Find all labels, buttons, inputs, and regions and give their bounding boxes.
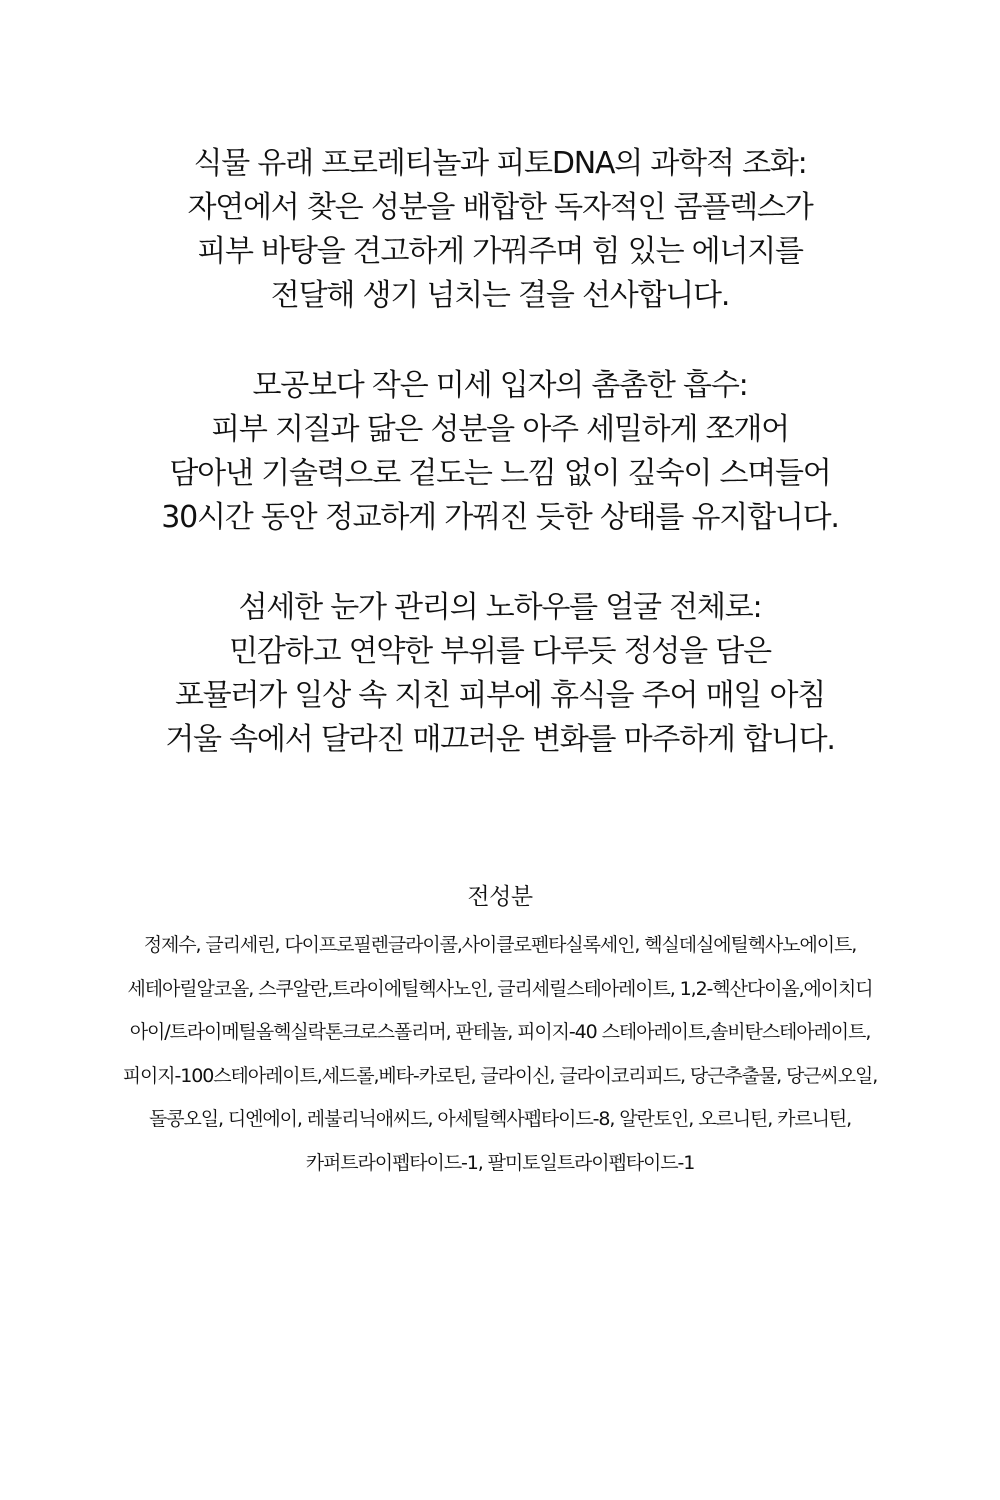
description-line: 모공보다 작은 미세 입자의 촘촘한 흡수: — [252, 368, 748, 403]
ingredients-line: 아이/트라이메틸올헥실락톤크로스폴리머, 판테놀, 피이지-40 스테아레이트,솔비탄스테아레이트, — [129, 1021, 871, 1043]
description-paragraph-3 — [40, 586, 960, 762]
description-line: 자연에서 찾은 성분을 배합한 독자적인 콤플렉스가 — [187, 190, 813, 225]
description-paragraph-1 — [40, 142, 960, 318]
description-line: 30시간 동안 정교하게 가꿔진 듯한 상태를 유지합니다. — [161, 500, 839, 535]
ingredients-line: 세테아릴알코올, 스쿠알란,트라이에틸헥사노인, 글리세릴스테아레이트, 1,2-헥산다이올,에이치디 — [127, 977, 873, 1000]
ingredients-title: 전성분 — [467, 884, 533, 910]
description-line: 거울 속에서 달라진 매끄러운 변화를 마주하게 합니다. — [165, 722, 835, 757]
product-description — [40, 142, 960, 808]
ingredients-section — [30, 880, 970, 1185]
ingredients-line: 카퍼트라이펩타이드-1, 팔미토일트라이펩타이드-1 — [305, 1151, 695, 1174]
description-line: 포뮬러가 일상 속 지친 피부에 휴식을 주어 매일 아침 — [174, 678, 826, 713]
description-line: 피부 지질과 닮은 성분을 아주 세밀하게 쪼개어 — [211, 412, 789, 447]
description-line: 섬세한 눈가 관리의 노하우를 얼굴 전체로: — [238, 590, 762, 625]
ingredients-line: 정제수, 글리세린, 다이프로필렌글라이콜,사이클로펜타실록세인, 헥실데실에틸헥사노에이트, — [143, 934, 857, 956]
ingredients-line: 돌콩오일, 디엔에이, 레불리닉애씨드, 아세틸헥사펩타이드-8, 알란토인, 오르니틴, 카르니틴, — [148, 1108, 852, 1130]
description-line: 전달해 생기 넘치는 결을 선사합니다. — [270, 278, 730, 313]
description-line: 피부 바탕을 견고하게 가꿔주며 힘 있는 에너지를 — [197, 234, 803, 269]
description-line: 민감하고 연약한 부위를 다루듯 정성을 담은 — [229, 634, 771, 669]
description-line: 식물 유래 프로레티놀과 피토DNA의 과학적 조화: — [193, 146, 807, 181]
description-line: 담아낸 기술력으로 겉도는 느낌 없이 깊숙이 스며들어 — [169, 456, 831, 491]
ingredients-line: 피이지-100스테아레이트,세드롤,베타-카로틴, 글라이신, 글라이코리피드, 당근추출물, 당근씨오일, — [122, 1064, 878, 1087]
description-paragraph-2 — [40, 364, 960, 540]
